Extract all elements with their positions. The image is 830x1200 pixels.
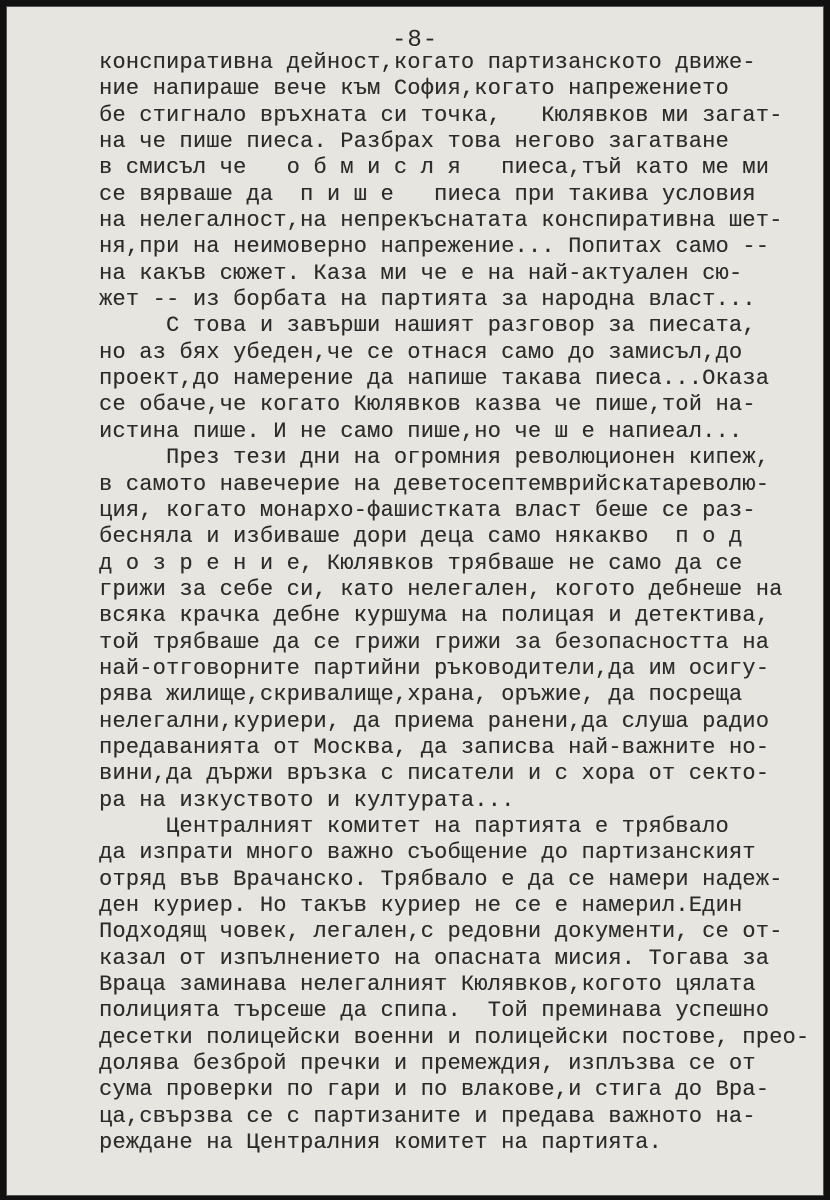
text-line: на какъв сюжет. Каза ми че е на най-актуален сю-	[99, 260, 743, 286]
text-line: жет -- из борбата на партията за народна власт...	[99, 287, 756, 313]
text-line: той трябваше да се грижи грижи за безопасността на	[99, 629, 770, 655]
text-line: в смисъл че о б м и с л я пиеса,тъй като ме ми	[99, 155, 770, 181]
text-line: предаванията от Москва, да записва най-важните но-	[99, 734, 770, 760]
text-line: Централният комитет на партията е трябвало	[99, 813, 729, 839]
text-line: д о з р е н и е, Кюлявков трябваше не само да се	[99, 550, 743, 576]
typed-text-body	[99, 50, 811, 1156]
text-line: грижи за себе си, като нелегален, когото дебнеше на	[99, 576, 783, 602]
text-line: в самото навечерие на деветосептемврийскатареволю-	[99, 471, 770, 497]
text-line: се обаче,че когато Кюлявков казва че пише,той на-	[99, 392, 756, 418]
text-line: всяка крачка дебне куршума на полицая и детектива,	[99, 603, 770, 629]
text-line: се вярваше да п и ш е пиеса при такива условия	[99, 181, 756, 207]
text-line: истина пише. И не само пише,но че ш е напиеал...	[99, 418, 743, 444]
text-line: През тези дни на огромния революционен кипеж,	[99, 445, 770, 471]
text-line: нелегални,куриери, да приема ранени,да слуша радио	[99, 708, 770, 734]
text-line: отряд във Врачанско. Трябвало е да се намери надеж-	[99, 866, 783, 892]
text-line: бе стигнало връхната си точка, Кюлявков ми загат-	[99, 102, 783, 128]
text-line: полицията търсеше да спипа. Той преминава успешно	[99, 998, 770, 1024]
text-line: проект,до намерение да напише такава пиеса...Оказа	[99, 366, 770, 392]
text-line: вини,да държи връзка с писатели и с хора от секто-	[99, 761, 770, 787]
typewritten-page	[6, 6, 824, 1196]
text-line: казал от изпълнението на опасната мисия. Тогава за	[99, 945, 770, 971]
text-line: ня,при на неимоверно напрежение... Попитах само --	[99, 234, 770, 260]
text-line: Подходящ човек, легален,с редовни документи, се от-	[99, 919, 783, 945]
text-line: ра на изкуството и културата...	[99, 787, 515, 813]
text-line: на нелегалност,на непрекъснатата конспиративна шет-	[99, 208, 783, 234]
text-line: да изпрати много важно съобщение до партизанският	[99, 840, 756, 866]
text-line: десетки полицейски военни и полицейски постове, прео-	[99, 1024, 810, 1050]
text-line: сума проверки по гари и по влакове,и стига до Вра-	[99, 1077, 770, 1103]
text-line: долява безброй пречки и премеждия, изплъзва се от	[99, 1051, 756, 1077]
text-line: Враца заминава нелегалният Кюлявков,когото цялата	[99, 972, 756, 998]
text-line: рява жилище,скривалище,храна, оръжие, да посреща	[99, 682, 743, 708]
page-number: -8-	[392, 27, 439, 54]
text-line: най-отговорните партийни ръководители,да им осигу-	[99, 655, 770, 681]
text-line: конспиративна дейност,когато партизанското движе-	[99, 50, 756, 75]
text-line: С това и завърши нашият разговор за пиесата,	[99, 313, 756, 339]
text-line: ден куриер. Но такъв куриер не се е намерил.Един	[99, 893, 743, 918]
text-line: но аз бях убеден,че се отнася само до замисъл,до	[99, 339, 743, 365]
text-line: беснялa и избиваше дори деца само някакво п о д	[99, 524, 743, 550]
text-line: реждане на Централния комитет на партията.	[99, 1130, 662, 1156]
text-line: ние напираше вече към София,когато напрежението	[99, 76, 729, 102]
text-line: ца,свързва се с партизаните и предава важното на-	[99, 1103, 756, 1129]
text-line: на че пише пиеса. Разбрах това негово загатване	[99, 129, 729, 155]
text-line: ция, когато монархо-фашистката власт беше се раз-	[99, 497, 756, 523]
